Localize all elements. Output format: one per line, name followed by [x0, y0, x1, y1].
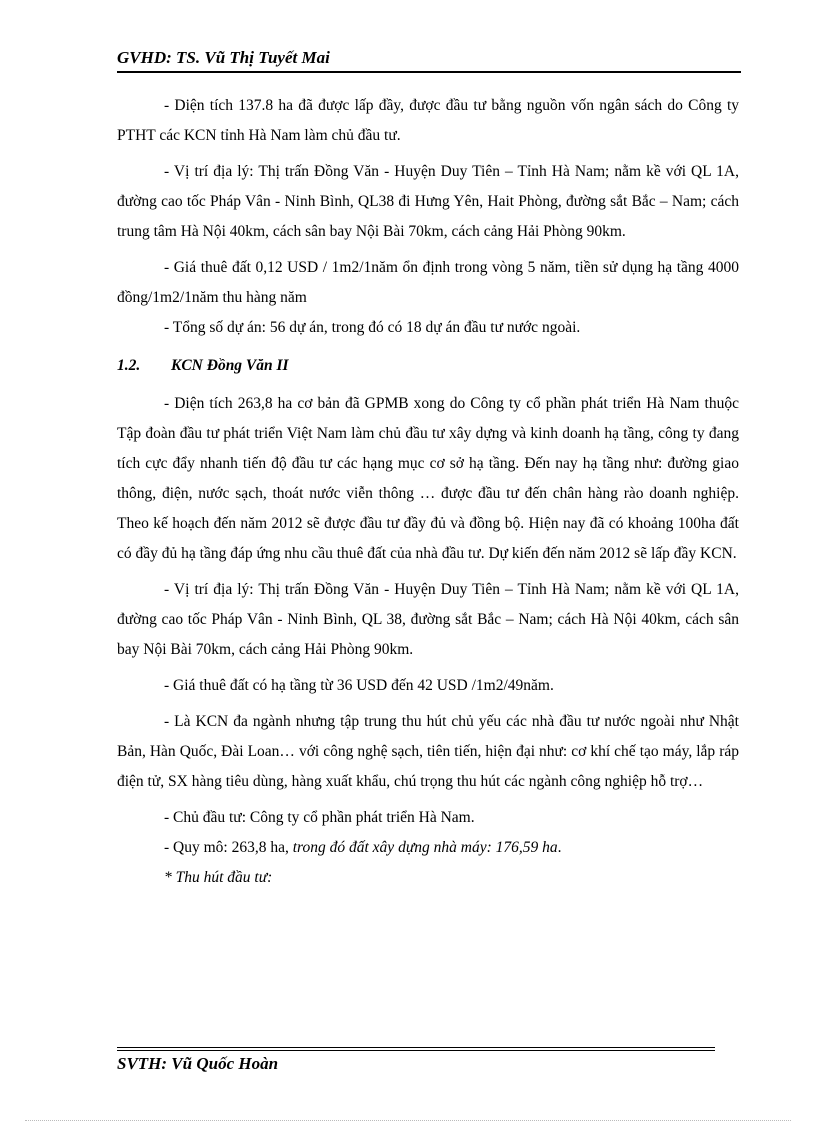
scale-lead: - Quy mô: 263,8 ha,	[164, 839, 293, 856]
page-boundary	[25, 1120, 791, 1121]
paragraph-scale	[117, 833, 739, 863]
paragraph-location-2: - Vị trí địa lý: Thị trấn Đồng Văn - Huyện Duy Tiên – Tỉnh Hà Nam; nằm kề với QL 1A, đường cao tốc Pháp Vân - Ninh Bình, QL 38, đường sắt Bắc – Nam; cách Hà Nội 40km, cách sân bay Nội Bài 70km, cách cảng Hải Phòng 90km.	[117, 581, 739, 658]
paragraph-investment-attraction: * Thu hút đầu tư:	[164, 869, 273, 886]
page-header: GVHD: TS. Vũ Thị Tuyết Mai	[117, 48, 741, 73]
footer-divider	[117, 1047, 715, 1051]
document-body	[117, 91, 739, 893]
scale-detail: trong đó đất xây dựng nhà máy: 176,59 ha	[292, 839, 558, 856]
paragraph-project-count: - Tổng số dự án: 56 dự án, trong đó có 18 dự án đầu tư nước ngoài.	[164, 319, 581, 336]
paragraph-area-gpmb: - Diện tích 263,8 ha cơ bản đã GPMB xong do Công ty cổ phần phát triển Hà Nam thuộc Tập đoàn đầu tư phát triển Việt Nam làm chủ đầu tư xây dựng và kinh doanh hạ tầng, công ty đang tích cực đẩy nhanh tiến độ đầu tư các hạng mục cơ sở hạ tầng. Đến nay hạ tầng như: đường giao thông, điện, nước sạch, thoát nước viễn thông … được đầu tư đến chân hàng rào doanh nghiệp. Theo kế hoạch đến năm 2012 sẽ được đầu tư đầy đủ và đồng bộ. Hiện nay đã có khoảng 100ha đất có đầy đủ hạ tầng đáp ứng nhu cầu thuê đất của nhà đầu tư. Dự kiến đến năm 2012 sẽ lấp đầy KCN.	[117, 395, 739, 562]
paragraph-land-price: - Giá thuê đất 0,12 USD / 1m2/1năm ổn định trong vòng 5 năm, tiền sử dụng hạ tầng 4000 đồng/1m2/1năm thu hàng năm	[117, 259, 739, 306]
section-number: 1.2.	[117, 357, 141, 374]
paragraph-investor: - Chủ đầu tư: Công ty cổ phần phát triển Hà Nam.	[164, 809, 475, 826]
paragraph-area-filled: - Diện tích 137.8 ha đã được lấp đầy, được đầu tư bằng nguồn vốn ngân sách do Công ty PTHT các KCN tỉnh Hà Nam làm chủ đầu tư.	[117, 97, 739, 144]
paragraph-industries: - Là KCN đa ngành nhưng tập trung thu hút chủ yếu các nhà đầu tư nước ngoài như Nhật Bản, Hàn Quốc, Đài Loan… với công nghệ sạch, tiên tiến, hiện đại như: cơ khí chế tạo máy, lắp ráp điện tử, SX hàng tiêu dùng, hàng xuất khẩu, chú trọng thu hút các ngành công nghiệp hỗ trợ…	[117, 713, 739, 790]
paragraph-rent-price: - Giá thuê đất có hạ tầng từ 36 USD đến 42 USD /1m2/49năm.	[164, 677, 554, 694]
section-title: KCN Đồng Văn II	[171, 357, 289, 374]
scale-end: .	[557, 839, 562, 856]
paragraph-location: - Vị trí địa lý: Thị trấn Đồng Văn - Huyện Duy Tiên – Tỉnh Hà Nam; nằm kề với QL 1A, đường cao tốc Pháp Vân - Ninh Bình, QL38 đi Hưng Yên, Hait Phòng, đường sắt Bắc – Nam; cách trung tâm Hà Nội 40km, cách sân bay Nội Bài 70km, cách cảng Hải Phòng 90km.	[117, 163, 739, 240]
section-heading	[117, 349, 739, 383]
page-footer: SVTH: Vũ Quốc Hoàn	[117, 1054, 279, 1073]
